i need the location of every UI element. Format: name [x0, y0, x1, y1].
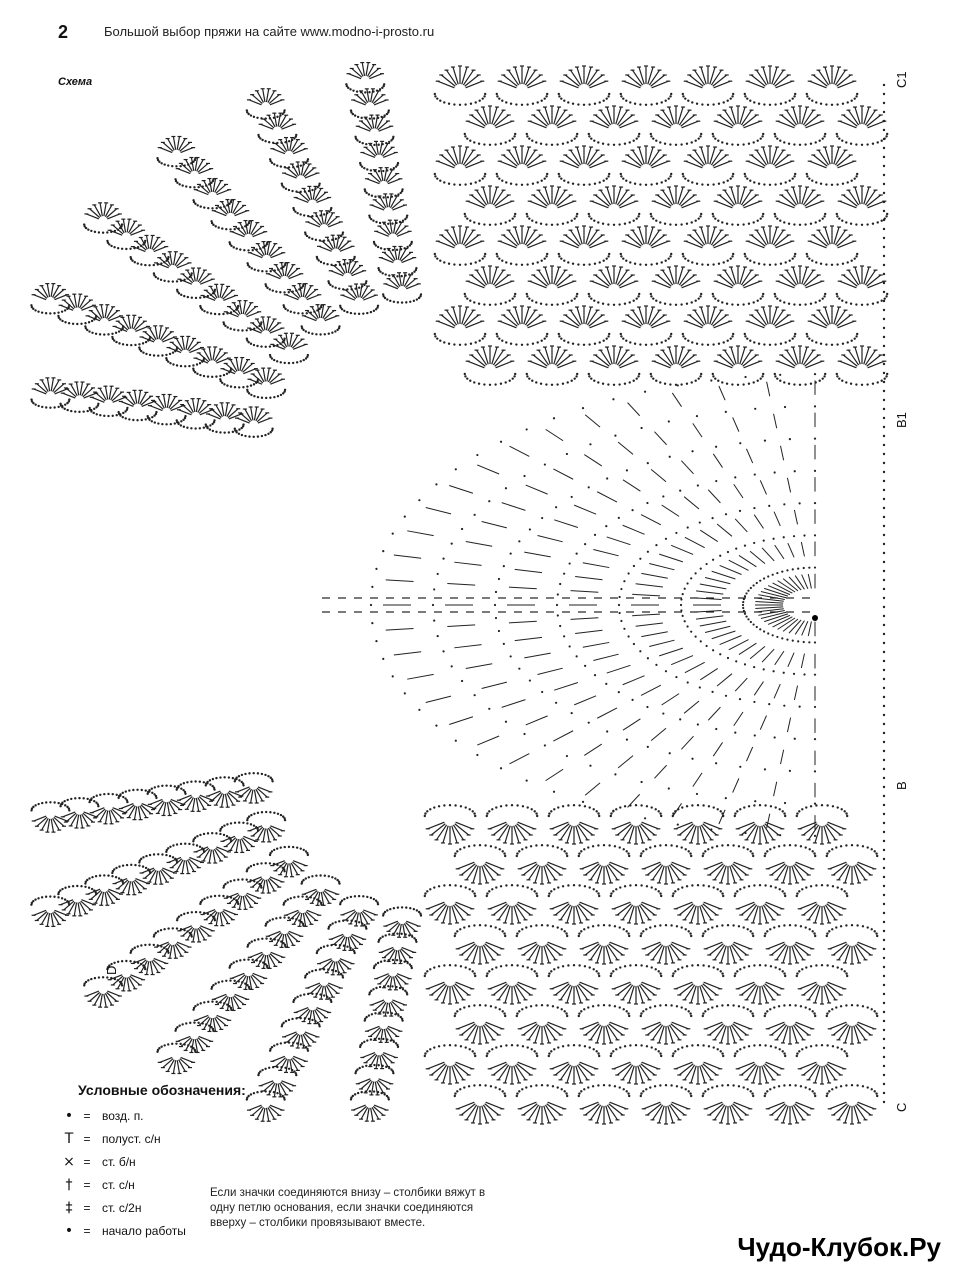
legend-item-label: полуст. с/н	[102, 1131, 161, 1146]
fan-motif	[682, 306, 735, 346]
fan-motif	[526, 186, 579, 226]
fan-motif	[176, 268, 216, 299]
legend-item-label: возд. п.	[102, 1108, 144, 1123]
fan-motif	[269, 333, 309, 364]
symbol-note: Если значки соединяются внизу – столбики вяжут в одну петлю основания, если значки соединяются вверху – столбики провязывают вместе.	[210, 1187, 486, 1229]
fan-motif	[796, 884, 849, 924]
fan-motif	[30, 284, 70, 315]
fan-motif	[650, 266, 703, 306]
fan-motif	[486, 1044, 539, 1084]
fan-motif	[764, 1004, 817, 1044]
fan-motif	[826, 1084, 879, 1124]
watermark: Чудо-Клубок.Ру	[737, 1232, 941, 1262]
fan-motif	[496, 306, 549, 346]
fan-motif	[712, 106, 765, 146]
fan-motif	[129, 944, 169, 975]
legend-item: T = полуст. с/н	[60, 1127, 246, 1150]
schema-label: Схема	[58, 76, 93, 88]
fan-motif	[702, 1084, 755, 1124]
fan-motif	[138, 853, 178, 884]
fan-motif	[165, 843, 205, 874]
fan-motif	[246, 862, 286, 893]
fan-motif	[712, 186, 765, 226]
fan-motif	[153, 927, 193, 958]
fan-motif	[836, 106, 889, 146]
fan-motif	[516, 924, 569, 964]
fan-motif	[578, 844, 631, 884]
fan-motif	[548, 964, 601, 1004]
fan-motif	[111, 315, 151, 346]
fan-motif	[526, 266, 579, 306]
legend-item: • = возд. п.	[60, 1104, 246, 1127]
fan-motif	[640, 1084, 693, 1124]
fan-motif	[382, 906, 422, 937]
legend-item: × = ст. б/н	[60, 1150, 246, 1173]
fan-motif	[454, 1004, 507, 1044]
fan-motif	[796, 1044, 849, 1084]
fan-motif	[774, 266, 827, 306]
center-motif	[322, 373, 818, 837]
fan-motif	[578, 924, 631, 964]
fan-motif	[454, 924, 507, 964]
fan-motif	[640, 844, 693, 884]
fan-motif	[702, 924, 755, 964]
fan-motif	[486, 804, 539, 844]
fan-motif	[199, 284, 239, 315]
fan-motif	[734, 1044, 787, 1084]
fan-motif	[153, 252, 193, 283]
fan-motif	[702, 844, 755, 884]
fan-motif	[712, 266, 765, 306]
legend-title: Условные обозначения:	[78, 1082, 246, 1098]
fan-motif	[672, 804, 725, 844]
fan-motif	[83, 203, 123, 234]
fan-motif	[83, 976, 123, 1007]
fan-motif	[712, 346, 765, 386]
fan-motif	[620, 66, 673, 106]
fan-motif	[826, 924, 879, 964]
fan-motif	[516, 1084, 569, 1124]
fan-rows-bottom	[30, 772, 878, 1124]
fan-motif	[548, 884, 601, 924]
fan-motif	[806, 146, 859, 186]
fan-motif	[30, 895, 70, 926]
fan-motif	[806, 66, 859, 106]
legend-item: † = ст. с/н	[60, 1173, 246, 1196]
fan-motif	[246, 811, 286, 842]
fan-motif	[744, 306, 797, 346]
fan-motif	[774, 346, 827, 386]
fan-motif	[672, 964, 725, 1004]
fan-motif	[620, 226, 673, 266]
fan-motif	[640, 924, 693, 964]
fan-motif	[526, 106, 579, 146]
fan-motif	[826, 1004, 879, 1044]
fan-motif	[836, 266, 889, 306]
fan-motif	[516, 1004, 569, 1044]
fan-motif	[650, 106, 703, 146]
fan-motif	[496, 66, 549, 106]
fan-motif	[826, 844, 879, 884]
double-crochet-icon: †	[65, 1176, 73, 1193]
fan-motif	[650, 346, 703, 386]
fan-motif	[764, 1084, 817, 1124]
fan-motif	[672, 1044, 725, 1084]
fan-motif	[764, 844, 817, 884]
fan-motif	[219, 821, 259, 852]
fan-motif	[84, 305, 124, 336]
fan-motif	[219, 358, 259, 389]
fan-motif	[734, 804, 787, 844]
fan-motif	[774, 186, 827, 226]
fan-motif	[588, 266, 641, 306]
fan-motif	[246, 89, 286, 120]
fan-motif	[57, 294, 97, 325]
fan-motif	[106, 219, 146, 250]
edge-label-c: C	[894, 1102, 909, 1112]
fan-motif	[620, 146, 673, 186]
fan-motif	[57, 885, 97, 916]
legend-item-label: ст. б/н	[102, 1154, 136, 1169]
fan-motif	[672, 884, 725, 924]
fan-motif	[650, 186, 703, 226]
fan-motif	[234, 407, 274, 438]
page-number: 2	[58, 22, 69, 42]
start-point-marker	[812, 615, 818, 621]
fan-motif	[610, 964, 663, 1004]
fan-motif	[806, 306, 859, 346]
fan-motif	[516, 844, 569, 884]
fan-motif	[610, 884, 663, 924]
fan-motif	[222, 878, 262, 909]
legend-item: • = начало работы	[60, 1219, 246, 1242]
fan-motif	[548, 1044, 601, 1084]
fan-motif	[464, 266, 517, 306]
legend-item-label: ст. с/н	[102, 1177, 135, 1192]
fan-motif	[138, 326, 178, 357]
fan-motif	[234, 772, 274, 803]
fan-motif	[774, 106, 827, 146]
fan-motif	[424, 884, 477, 924]
fan-motif	[620, 306, 673, 346]
treble-crochet-icon: ‡	[65, 1199, 73, 1216]
chain-dot-icon: •	[64, 1107, 74, 1124]
fan-motif	[640, 1004, 693, 1044]
half-double-crochet-icon: T	[64, 1130, 74, 1147]
fan-motif	[129, 235, 169, 266]
fan-motif	[588, 346, 641, 386]
fan-motif	[734, 964, 787, 1004]
edge-label-b: B	[894, 781, 909, 790]
fan-motif	[682, 146, 735, 186]
fan-motif	[424, 964, 477, 1004]
fan-motif	[382, 273, 422, 304]
fan-motif	[192, 832, 232, 863]
fan-motif	[486, 884, 539, 924]
start-dot-icon: •	[64, 1222, 74, 1239]
fan-motif	[558, 66, 611, 106]
fan-motif	[806, 226, 859, 266]
fan-motif	[836, 186, 889, 226]
fan-motif	[434, 146, 487, 186]
fan-motif	[464, 186, 517, 226]
fan-motif	[454, 844, 507, 884]
fan-motif	[464, 106, 517, 146]
legend-item-label: начало работы	[102, 1223, 186, 1238]
fan-motif	[496, 226, 549, 266]
fan-motif	[496, 146, 549, 186]
fan-motif	[165, 336, 205, 367]
fan-motif	[682, 226, 735, 266]
fan-motif	[246, 368, 286, 399]
fan-motif	[764, 924, 817, 964]
fan-motif	[558, 146, 611, 186]
fan-motif	[702, 1004, 755, 1044]
fan-motif	[454, 1084, 507, 1124]
fan-motif	[156, 1042, 196, 1073]
fan-motif	[176, 911, 216, 942]
fan-motif	[588, 106, 641, 146]
single-crochet-icon: ×	[63, 1153, 75, 1170]
fan-motif	[106, 960, 146, 991]
fan-motif	[734, 884, 787, 924]
fan-motif	[744, 146, 797, 186]
legend-item-label: ст. с/2н	[102, 1200, 142, 1215]
fan-motif	[796, 804, 849, 844]
edge-label-c1: C1	[894, 71, 909, 88]
fan-motif	[796, 964, 849, 1004]
fan-motif	[434, 226, 487, 266]
fan-motif	[111, 864, 151, 895]
fan-motif	[578, 1004, 631, 1044]
fan-motif	[558, 306, 611, 346]
fan-motif	[610, 1044, 663, 1084]
fan-motif	[836, 346, 889, 386]
fan-motif	[744, 66, 797, 106]
fan-motif	[424, 804, 477, 844]
fan-motif	[526, 346, 579, 386]
fan-motif	[558, 226, 611, 266]
fan-motif	[682, 66, 735, 106]
legend-item: ‡ = ст. с/2н	[60, 1196, 246, 1219]
fan-motif	[222, 301, 262, 332]
fan-motif	[464, 346, 517, 386]
right-edge-line	[883, 84, 885, 1103]
fan-motif	[269, 846, 309, 877]
fan-motif	[744, 226, 797, 266]
fan-motif	[246, 1090, 286, 1121]
fan-motif	[434, 66, 487, 106]
fan-motif	[156, 137, 196, 168]
fan-motif	[548, 804, 601, 844]
fan-rows-top	[30, 63, 888, 438]
fan-motif	[434, 306, 487, 346]
fan-motif	[199, 895, 239, 926]
header-text: Большой выбор пряжи на сайте www.modno-i-prosto.ru	[104, 24, 435, 39]
edge-label-d: D	[104, 965, 119, 975]
fan-motif	[610, 804, 663, 844]
edge-label-b1: B1	[894, 412, 909, 428]
fan-motif	[424, 1044, 477, 1084]
fan-motif	[578, 1084, 631, 1124]
fan-motif	[192, 347, 232, 378]
fan-motif	[486, 964, 539, 1004]
fan-motif	[246, 317, 286, 348]
fan-motif	[588, 186, 641, 226]
fan-motif	[84, 874, 124, 905]
